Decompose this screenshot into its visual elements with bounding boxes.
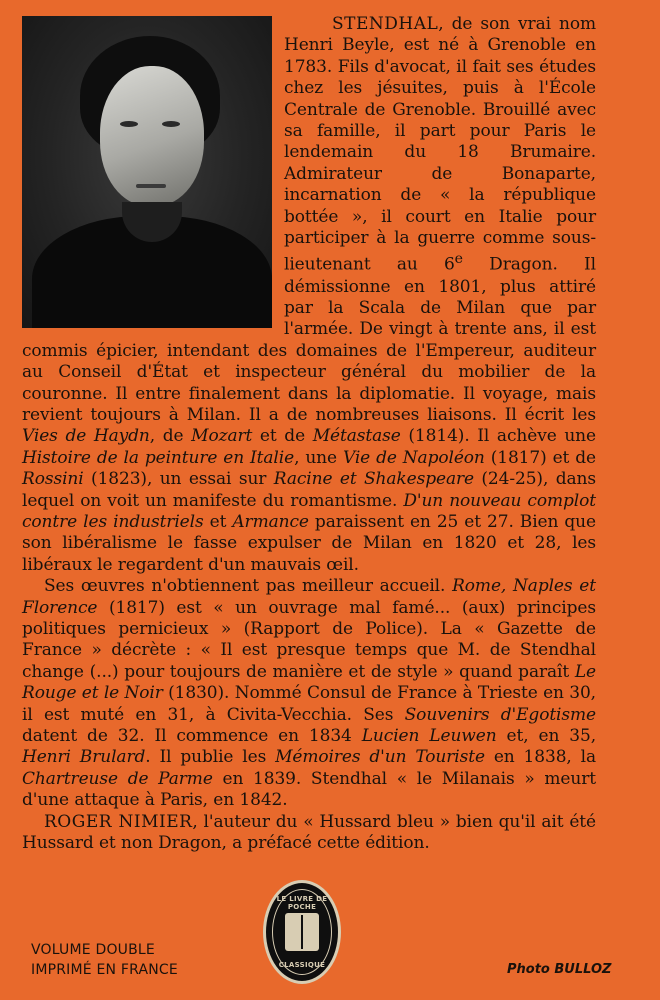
work-title: Racine et Shakespeare (273, 469, 474, 490)
author-name: STENDHAL (332, 14, 439, 34)
text-run: (1814). Il achève une (400, 426, 596, 447)
text-run: paraissent en 25 et 27. Bien que son libéralisme le fasse expulser de Milan en 1820 et 28, les libéraux le regardent d'un mauvais œil. (22, 512, 596, 575)
text-run: (1823), un essai sur (83, 469, 274, 490)
work-title: Henri Brulard (22, 747, 146, 768)
logo-bottom-text: CLASSIQUE (278, 961, 326, 969)
text-run: (1817) est « un ouvrage mal famé... (aux) principes politiques pernicieux » (Rapport de Police). La « Gazette de France » décrète : « Il est presque temps que M. de Stendhal change (...) pour toujours de manière et de style » quand paraît (22, 597, 596, 682)
text-run: en 1839. Stendhal « le Milanais » meurt d'une attaque à Paris, en 1842. (22, 768, 596, 811)
work-title: Métastase (312, 426, 401, 447)
work-title: Histoire de la peinture en Italie (22, 447, 295, 468)
text-run: et, en 35, (496, 726, 597, 747)
text-run: , de (149, 426, 192, 447)
text-run: et de (252, 426, 313, 447)
bio-paragraph-3 (22, 812, 596, 855)
volume-label: VOLUME DOUBLE (31, 942, 155, 958)
footer-info (31, 940, 178, 980)
text-run: Dragon. Il démissionne en 1801, plus attiré par la Scala de Milan que par l'armée. De vingt à trente ans, il est commis épicier, intendant des domaines de l'Empereur, auditeur au Conseil d'État et inspecteur général du mobilier de la couronne. Il entre finalement dans la diplomatie. Il voyage, mais revient toujours à Milan. Il a de nombreuses liaisons. Il écrit les (22, 255, 596, 425)
text-run: (1817) et de (484, 447, 596, 468)
work-title: Rome, Naples et Florence (22, 576, 596, 618)
work-title: Rossini (22, 469, 84, 490)
text-run: et (203, 512, 233, 532)
logo-top-text: LE LIVRE DE POCHE (276, 895, 328, 911)
superscript: e (454, 251, 463, 268)
work-title: Mémoires d'un Touriste (275, 747, 485, 768)
text-run: , de son vrai nom Henri Beyle, est né à Grenoble en 1783. Fils d'avocat, il fait ses études chez les jésuites, puis à l'École Centrale de Grenoble. Brouillé avec sa famille, il part pour Paris le lendemain du 18 Brumaire. Admirateur de Bonaparte, incarnation de « la république bottée », il court en Italie pour participer à la guerre comme sous-lieutenant au 6 (284, 14, 596, 276)
work-title: Souvenirs d'Egotisme (404, 704, 596, 725)
text-run: en 1838, la (484, 747, 596, 768)
book-icon (285, 913, 319, 951)
text-run: Ses œuvres n'obtiennent pas meilleur accueil. (44, 576, 453, 597)
bio-paragraph-2 (22, 576, 596, 811)
work-title: Vie de Napoléon (342, 447, 485, 468)
text-run: . Il publie les (145, 747, 276, 768)
text-run: datent de 32. Il commence en 1834 (22, 726, 362, 747)
text-run: , l'auteur du « Hussard bleu » bien qu'il ait été Hussard et non Dragon, a préfacé cette édition. (22, 811, 596, 854)
printed-label: IMPRIMÉ EN FRANCE (31, 962, 178, 978)
work-title: Mozart (191, 426, 253, 447)
text-run: , une (294, 447, 343, 468)
text-run: (24-25), dans lequel on voit un manifeste du romantisme. (22, 469, 596, 511)
work-title: D'un nouveau complot contre les industriels (22, 490, 596, 532)
livre-de-poche-logo (263, 880, 341, 984)
work-title: Chartreuse de Parme (22, 768, 213, 789)
text-run: (1830). Nommé Consul de France à Trieste en 30, il est muté en 31, à Civita-Vecchia. Ses (22, 683, 596, 725)
preface-author: ROGER NIMIER (44, 811, 193, 832)
biography-text (22, 14, 596, 855)
work-title: Le Rouge et le Noir (22, 661, 596, 704)
work-title: Vies de Haydn (22, 426, 150, 447)
photo-credit: Photo BULLOZ (507, 962, 612, 977)
work-title: Armance (232, 512, 309, 532)
work-title: Lucien Leuwen (361, 726, 497, 747)
